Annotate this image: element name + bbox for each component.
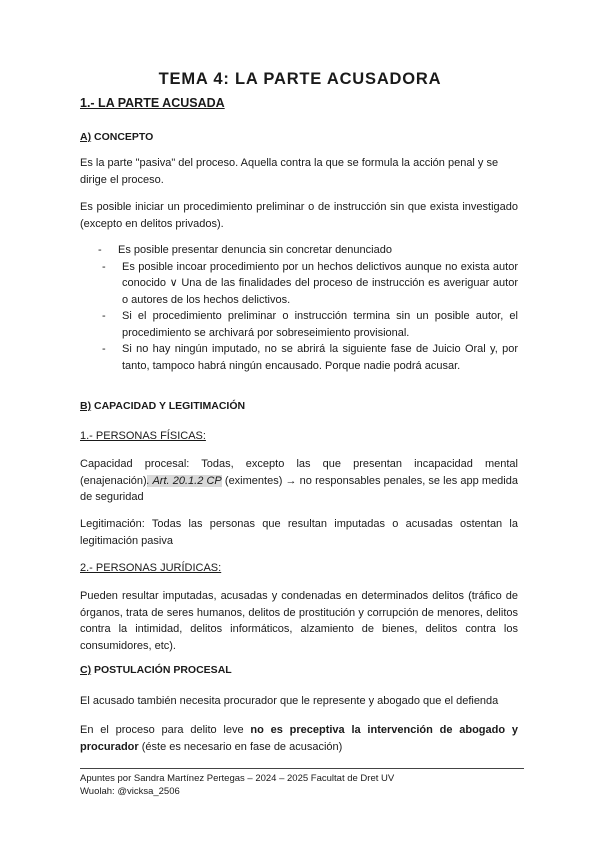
- list-item: [96, 259, 518, 309]
- heading-personas-juridicas: 2.- PERSONAS JURÍDICAS:: [80, 562, 222, 574]
- subheading-label: POSTULACIÓN PROCESAL: [91, 664, 232, 676]
- subheading-concepto: [80, 131, 518, 143]
- bullet-dash: -: [102, 343, 106, 355]
- paragraph-concepto-2: Es posible iniciar un procedimiento preliminar o de instrucción sin que exista investigado (excepto en delitos privados).: [80, 201, 518, 230]
- list-item: [96, 242, 518, 259]
- paragraph-concepto-1: Es la parte "pasiva" del proceso. Aquella contra la que se formula la acción penal y se dirige el proceso.: [80, 157, 499, 186]
- page-title: TEMA 4: LA PARTE ACUSADORA: [158, 70, 442, 88]
- bullet-dash: -: [98, 244, 102, 256]
- list-item-text: Si el procedimiento preliminar o instrucción termina sin un posible autor, el procedimiento se archivará por sobreseimiento provisional.: [122, 310, 518, 339]
- subheading-label: CAPACIDAD Y LEGITIMACIÓN: [91, 400, 246, 412]
- footer-credit: Apuntes por Sandra Martínez Pertegas – 2024 – 2025 Facultat de Dret UV: [80, 773, 395, 784]
- heading-personas-fisicas: 1.- PERSONAS FÍSICAS:: [80, 430, 206, 442]
- subheading-letter: A): [80, 131, 92, 143]
- text-span: Capacidad procesal: Todas, excepto las que presentan incapacidad mental (enajenación): [80, 458, 518, 487]
- subheading-label: CONCEPTO: [91, 131, 154, 143]
- paragraph-legitimacion: Legitimación: Todas las personas que resultan imputadas o acusadas ostentan la legitimación pasiva: [80, 518, 518, 547]
- legal-reference-highlight: . Art. 20.1.2 CP: [146, 474, 222, 487]
- list-item: [96, 308, 518, 341]
- list-item-text: Es posible presentar denuncia sin concretar denunciado: [118, 244, 392, 256]
- paragraph-postulacion-2: [80, 722, 518, 755]
- bullet-dash: -: [102, 260, 106, 273]
- text-span: (eximentes) → no responsables penales, se les app medida de seguridad: [80, 474, 518, 503]
- text-span: (éste es necesario en fase de acusación): [138, 740, 343, 753]
- bold-text: no es preceptiva la intervención de abogado y procurador: [80, 724, 518, 753]
- subheading-capacidad: [80, 400, 518, 412]
- subheading-postulacion: [80, 664, 518, 676]
- footer: [80, 772, 524, 798]
- section-heading-parte-acusada: 1.- LA PARTE ACUSADA: [80, 96, 225, 110]
- bullet-dash: -: [102, 310, 106, 322]
- list-item-text: Si no hay ningún imputado, no se abrirá la siguiente fase de Juicio Oral y, por tanto, tampoco habrá ningún encausado. Porque nadie podrá acusar.: [122, 343, 518, 372]
- text-span: En el proceso para delito leve: [80, 724, 251, 736]
- paragraph-postulacion-1: El acusado también necesita procurador que le represente y abogado que el defienda: [80, 695, 499, 707]
- list-item: [96, 341, 518, 374]
- footer-divider: [80, 768, 524, 769]
- paragraph-capacidad-procesal: [80, 456, 518, 506]
- subheading-letter: C): [80, 664, 92, 676]
- paragraph-personas-juridicas: Pueden resultar imputadas, acusadas y condenadas en determinados delitos (tráfico de órganos, trata de seres humanos, delitos de prostitución y corrupción de menores, delitos contra la intimidad, delitos informáticos, alzamiento de bienes, delitos contra los consumidores, etc).: [80, 590, 518, 652]
- footer-handle: Wuolah: @vicksa_2506: [80, 786, 180, 797]
- subheading-letter: B): [80, 400, 92, 412]
- bullet-list: [96, 242, 518, 374]
- list-item-text: Es posible incoar procedimiento por un hechos delictivos aunque no exista autor conocido ∨ Una de las finalidades del proceso de instrucción es averiguar autor o autores de los hechos delictivos.: [122, 260, 518, 306]
